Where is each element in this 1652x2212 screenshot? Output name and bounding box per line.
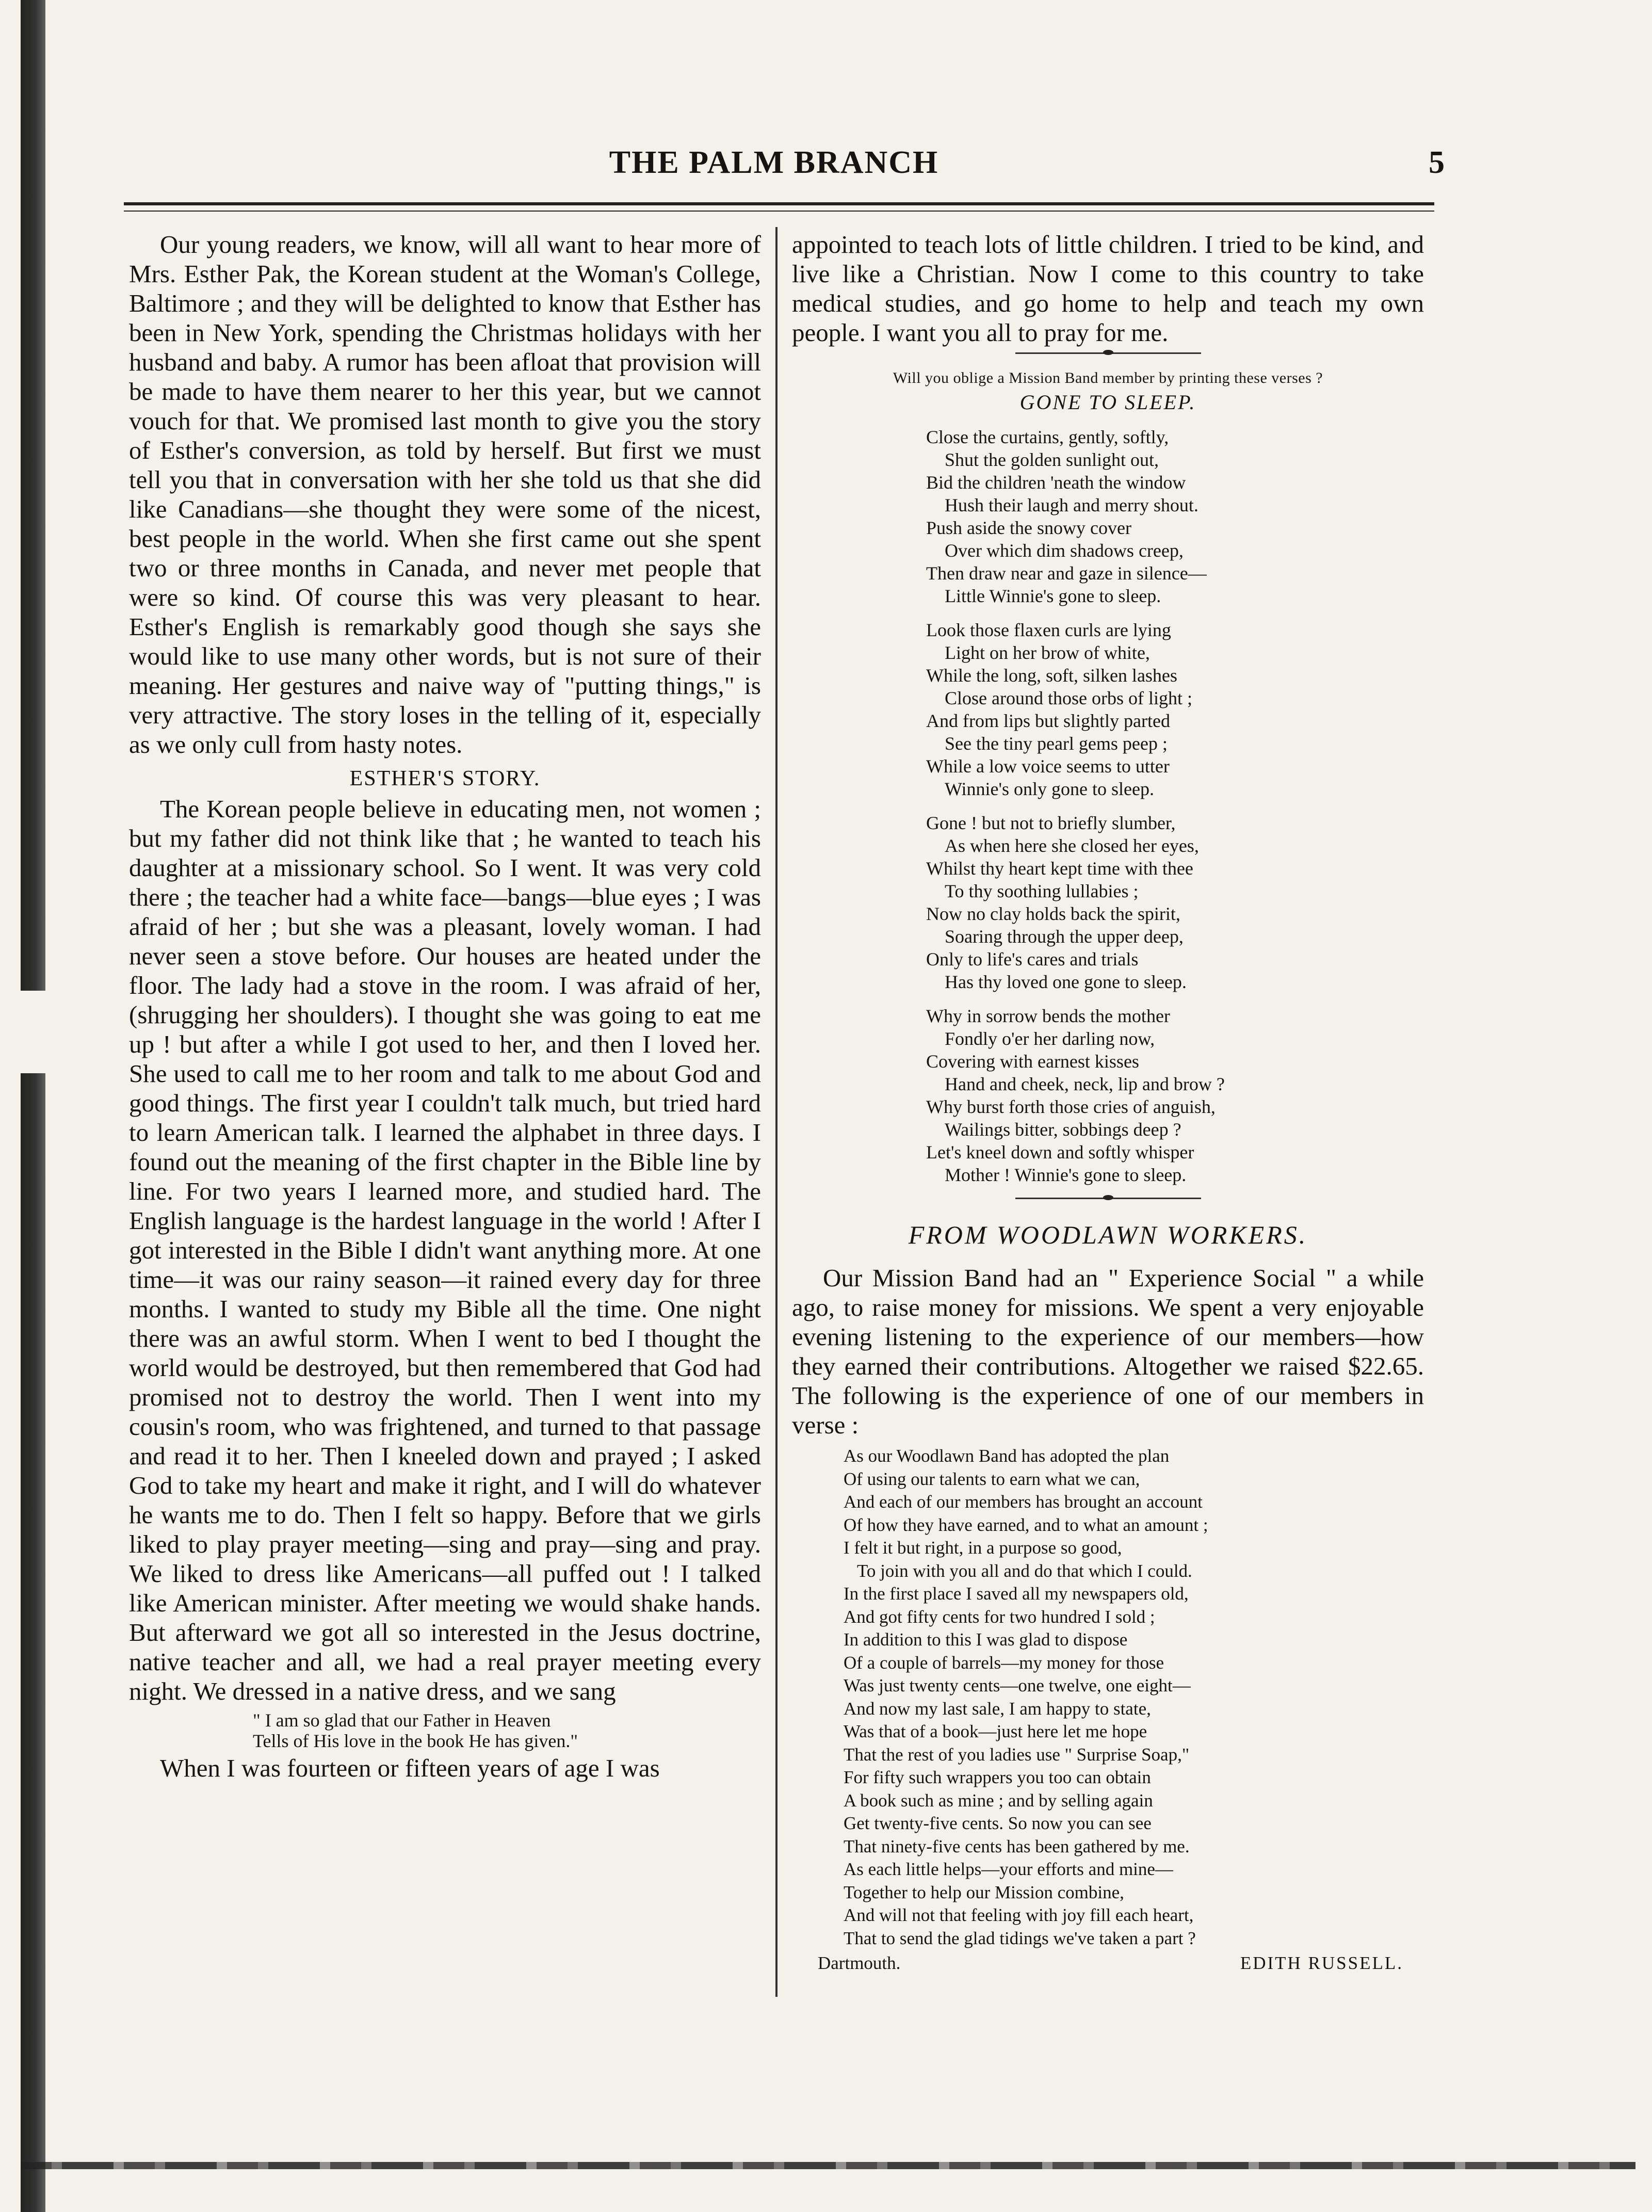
quote-line: " I am so glad that our Father in Heaven (253, 1710, 551, 1731)
verse-line: As each little helps—your efforts and mine— (844, 1859, 1173, 1879)
verse-line: And will not that feeling with joy fill each heart, (844, 1905, 1194, 1925)
ornament-divider (1015, 1198, 1201, 1204)
quote-line: Tells of His love in the book He has given." (253, 1731, 578, 1751)
poem-line: Close the curtains, gently, softly, (926, 427, 1169, 447)
verse-line: Of a couple of barrels—my money for those (844, 1652, 1164, 1673)
verse-line: Was that of a book—just here let me hope (844, 1721, 1147, 1741)
section-title: FROM WOODLAWN WORKERS. (908, 1220, 1308, 1249)
poem-line: Only to life's cares and trials (926, 949, 1139, 970)
verse-line: That to send the glad tidings we've taken a part ? (844, 1928, 1196, 1948)
poem-line: Has thy loved one gone to sleep. (945, 972, 1187, 992)
section-intro: Our Mission Band had an " Experience Social " a while ago, to raise money for missions. We spent a very enjoyable evening listening to the experience of our members—how they earned their contributions. Altogether we raised $22.65. The following is the experience of one of our members in verse : (792, 1264, 1424, 1439)
poem-line: Hand and cheek, neck, lip and brow ? (945, 1074, 1225, 1094)
poem-line: Over which dim shadows creep, (945, 540, 1184, 561)
verse-line: That ninety-five cents has been gathered by me. (844, 1836, 1190, 1856)
verse-line: And each of our members has brought an account (844, 1492, 1203, 1512)
header-rule-thick (124, 202, 1434, 205)
verse-line: And now my last sale, I am happy to state, (844, 1698, 1151, 1719)
spine-gap (21, 991, 45, 1073)
page-spine-shadow (21, 0, 45, 2212)
story-heading: ESTHER'S STORY. (349, 767, 541, 790)
poem-line: Why burst forth those cries of anguish, (926, 1096, 1216, 1117)
verse-line: Together to help our Mission combine, (844, 1882, 1124, 1902)
verse-line: As our Woodlawn Band has adopted the plan (844, 1446, 1170, 1466)
signoff-place: Dartmouth. (818, 1953, 901, 1973)
poem-line: Mother ! Winnie's gone to sleep. (945, 1165, 1187, 1185)
verse-line: In the first place I saved all my newspapers old, (844, 1584, 1189, 1604)
poem-line: While a low voice seems to utter (926, 756, 1170, 777)
poem-line: Light on her brow of white, (945, 642, 1150, 663)
poem-line: Then draw near and gaze in silence— (926, 563, 1207, 584)
poem-line: Look those flaxen curls are lying (926, 620, 1171, 640)
right-column (792, 230, 1424, 1975)
closing-line: When I was fourteen or fifteen years of age I was (160, 1754, 660, 1782)
ornament-divider (1015, 352, 1201, 359)
poem-line: Now no clay holds back the spirit, (926, 903, 1180, 924)
poem-line: To thy soothing lullabies ; (945, 881, 1139, 901)
poem-line: Winnie's only gone to sleep. (945, 779, 1154, 799)
verse-line: Was just twenty cents—one twelve, one eight— (844, 1675, 1191, 1696)
verse-line: And got fifty cents for two hundred I sold ; (844, 1606, 1155, 1627)
poem-request: Will you oblige a Mission Band member by printing these verses ? (893, 369, 1323, 386)
poem-line: Push aside the snowy cover (926, 518, 1131, 538)
poem-stanza (926, 426, 1424, 607)
left-column (129, 230, 761, 1783)
verse-line: That the rest of you ladies use " Surprise Soap," (844, 1744, 1190, 1765)
poem-stanza (926, 1005, 1424, 1186)
hymn-quote (253, 1710, 761, 1751)
verse-line: For fifty such wrappers you too can obtain (844, 1767, 1151, 1787)
story-continuation: appointed to teach lots of little children. I tried to be kind, and live like a Christian. Now I come to this country to take medical studies, and go home to help and teach my own people. I want you all to pray for me. (792, 230, 1424, 347)
signoff-name: EDITH RUSSELL. (1240, 1953, 1403, 1973)
verse-line: I felt it but right, in a purpose so good, (844, 1538, 1122, 1558)
poem-line: Bid the children 'neath the window (926, 472, 1186, 493)
verse-line: Of using our talents to earn what we can, (844, 1468, 1140, 1489)
poem-line: While the long, soft, silken lashes (926, 665, 1177, 686)
verse-line: Of how they have earned, and to what an amount ; (844, 1514, 1208, 1535)
story-paragraph: The Korean people believe in educating men, not women ; but my father did not think like that ; he wanted to teach his daughter at a missionary school. So I went. It was very cold there ; the teacher had a white face—bangs—blue eyes ; I was afraid of her ; but she was a pleasant, lovely woman. I had never seen a stove before. Our houses are heated under the floor. The lady had a stove in the room. I was afraid of her, (shrugging her shoulders). I thought she was going to eat me up ! but after a while I got used to her, and then I loved her. She used to call me to her room and talk to me about God and good things. The first year I couldn't talk much, but tried hard to learn American talk. I learned the alphabet in three days. I found out the meaning of the first chapter in the Bible line by line. For two years I learned more, and studied hard. The English language is the hardest language in the world ! After I got interested in the Bible I didn't want anything more. At one time—it was our rainy season—it rained every day for three months. I wanted to study my Bible all the time. One night there was an awful storm. When I went to bed I thought the world would be destroyed, but then remembered that God had promised not to destroy the world. Then I went into my cousin's room, who was frightened, and turned to that passage and read it to her. Then I kneeled down and prayed ; I asked God to take my heart and make it right, and I will do whatever he wants me to do. Then I felt so happy. Before that we girls liked to play prayer meeting—sing and pray—sing and pray. We liked to dress like Americans—all puffed out ! I talked like American minister. After meeting we would shake hands. But afterward we got all so interested in the Jesus doctrine, native teacher and all, we had a real prayer meeting every night. We dressed in a native dress, and we sang (129, 795, 761, 1705)
poem-line: Let's kneel down and softly whisper (926, 1142, 1194, 1162)
poem-title: GONE TO SLEEP. (1019, 391, 1196, 414)
poem-line: Whilst thy heart kept time with thee (926, 858, 1193, 879)
poem-line: As when here she closed her eyes, (945, 835, 1199, 856)
intro-paragraph: Our young readers, we know, will all want to hear more of Mrs. Esther Pak, the Korean student at the Woman's College, Baltimore ; and they will be delighted to know that Esther has been in New York, spending the Christmas holidays with her husband and baby. A rumor has been afloat that provision will be made to have them nearer to her this year, but we cannot vouch for that. We promised last month to give you the story of Esther's conversion, as told by herself. But first we must tell you that in conversation with her she told us that she did like Canadians—she thought they were some of the nicest, best people in the world. When she first came out she spent two or three months in Canada, and never met people that were so kind. Of course this was very pleasant to hear. Esther's English is remarkably good though she says she would like to use many other words, but is not sure of their meaning. Her gestures and naive way of "putting things," is very attractive. The story loses in the telling of it, especially as we only cull from hasty notes. (129, 230, 761, 758)
masthead-title: THE PALM BRANCH (609, 145, 939, 180)
verse-line: A book such as mine ; and by selling again (844, 1790, 1153, 1811)
poem-line: See the tiny pearl gems peep ; (945, 733, 1168, 754)
header-rule-thin (124, 211, 1434, 212)
verse-line: To join with you all and do that which I could. (857, 1560, 1192, 1581)
page-number: 5 (1429, 145, 1445, 180)
poem-line: Wailings bitter, sobbings deep ? (945, 1119, 1181, 1140)
poem-line: Why in sorrow bends the mother (926, 1006, 1170, 1026)
poem-line: Hush their laugh and merry shout. (945, 495, 1198, 515)
bottom-scan-edge (21, 2162, 1635, 2169)
poem-line: Fondly o'er her darling now, (945, 1028, 1155, 1049)
poem-line: Gone ! but not to briefly slumber, (926, 813, 1176, 833)
poem-stanza (926, 619, 1424, 800)
poem-line: Shut the golden sunlight out, (945, 449, 1159, 470)
poem-line: Little Winnie's gone to sleep. (945, 586, 1161, 606)
column-divider (775, 227, 778, 1997)
verse-line: In addition to this I was glad to dispose (844, 1629, 1128, 1650)
poem-line: Soaring through the upper deep, (945, 926, 1184, 947)
signoff (818, 1952, 1403, 1975)
member-verse (844, 1445, 1424, 1950)
poem-line: Covering with earnest kisses (926, 1051, 1139, 1072)
poem-stanza (926, 812, 1424, 993)
verse-line: Get twenty-five cents. So now you can see (844, 1813, 1152, 1833)
poem-line: Close around those orbs of light ; (945, 688, 1192, 708)
page-header (124, 139, 1445, 196)
poem-line: And from lips but slightly parted (926, 711, 1170, 731)
